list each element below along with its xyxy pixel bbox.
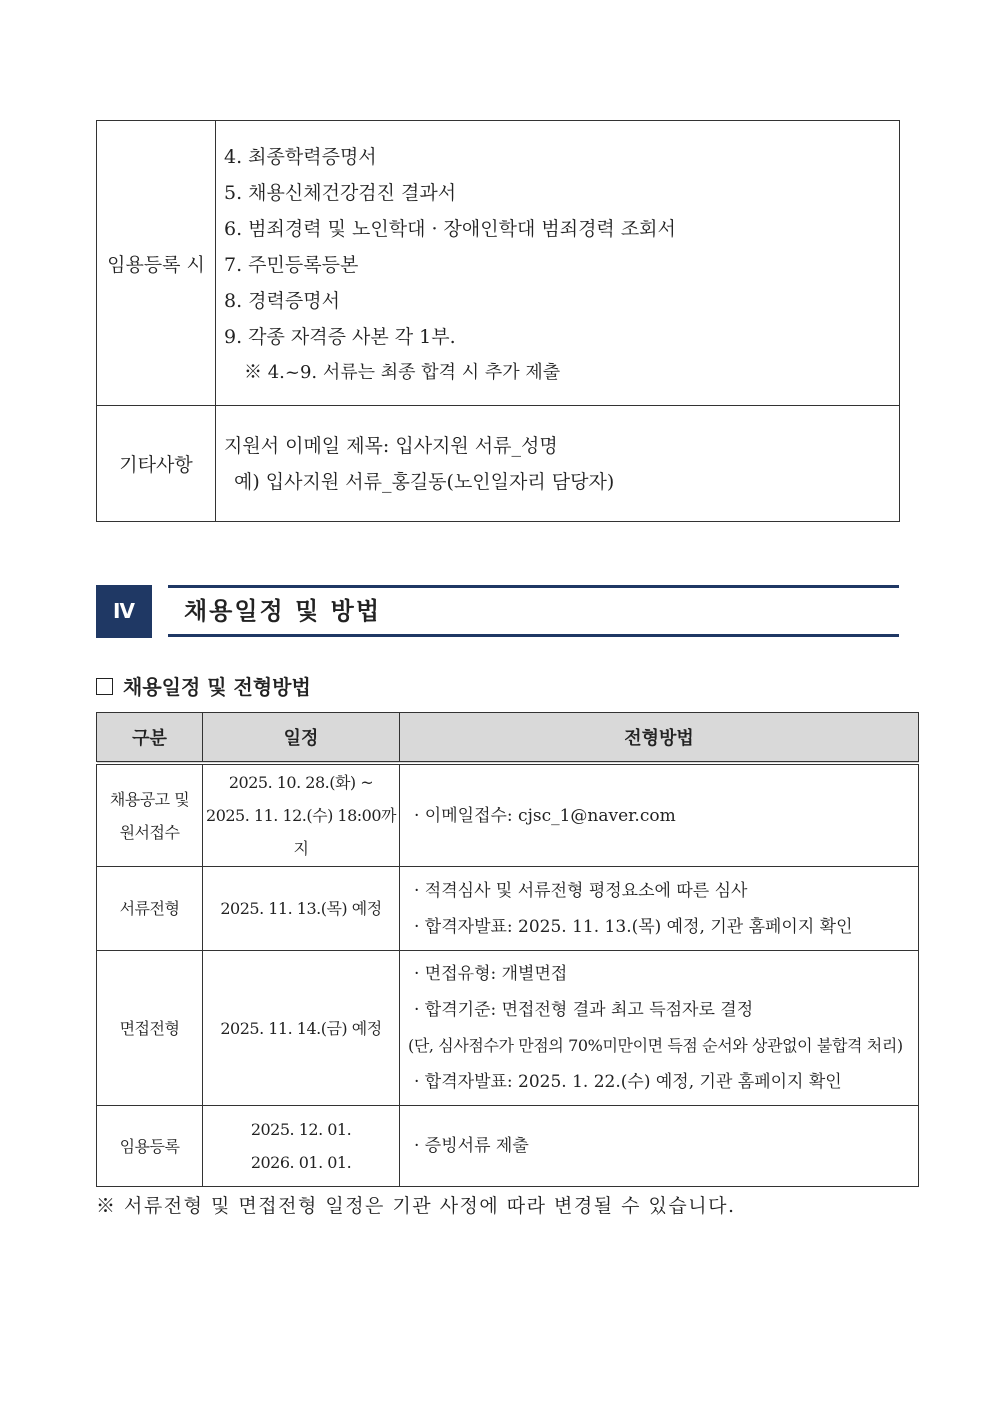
section-title: 채용일정 및 방법: [184, 597, 381, 625]
table-row: [97, 1106, 919, 1187]
category-line: 서류전형: [119, 899, 180, 918]
method-line: · 합격기준: 면접전형 결과 최고 득점자로 결정: [414, 1000, 754, 1020]
method-line: · 합격자발표: 2025. 11. 13.(목) 예정, 기관 홈페이지 확인: [414, 916, 853, 937]
date-cell: [203, 951, 400, 1106]
category-line: 채용공고 및: [109, 789, 190, 809]
table-row: [97, 951, 919, 1106]
note-text: ※ 4.~9. 서류는 최종 합격 시 추가 제출: [244, 362, 561, 383]
section-divider: [168, 634, 899, 637]
category-line: 원서접수: [119, 822, 180, 842]
row-label: 기타사항: [97, 406, 216, 522]
method-line: · 합격자발표: 2025. 1. 22.(수) 예정, 기관 홈페이지 확인: [414, 1072, 842, 1092]
date-cell: [203, 867, 400, 951]
table-row: [97, 406, 900, 522]
table-row: [97, 763, 919, 867]
list-item: 8. 경력증명서: [224, 290, 340, 312]
column-header: 구분: [97, 713, 203, 764]
method-note: (단, 심사점수가 만점의 70%미만이면 득점 순서와 상관없이 불합격 처리): [408, 1036, 903, 1055]
category-cell: [97, 1106, 203, 1187]
category-line: 면접전형: [119, 1018, 180, 1038]
schedule-table: [96, 712, 919, 1187]
method-line: · 면접유형: 개별면접: [414, 964, 568, 984]
column-header: 전형방법: [400, 713, 919, 764]
column-header: 일정: [203, 713, 400, 764]
category-cell: [97, 867, 203, 951]
category-cell: [97, 763, 203, 867]
list-item: 7. 주민등록등본: [224, 254, 359, 276]
date-line: 2025. 11. 12.(수) 18:00까지: [206, 806, 396, 858]
table-header-row: [97, 713, 919, 764]
subheading-text: 채용일정 및 전형방법: [123, 675, 311, 699]
date-cell: [203, 1106, 400, 1187]
date-cell: [203, 763, 400, 867]
category-cell: [97, 951, 203, 1106]
date-line: 2025. 12. 01.: [250, 1120, 352, 1139]
document-requirements-table: [96, 120, 900, 522]
row-label: 임용등록 시: [97, 121, 216, 406]
section-number-badge: Ⅳ: [96, 585, 152, 638]
method-cell: [400, 867, 919, 951]
method-cell: [400, 763, 919, 867]
table-row: [97, 121, 900, 406]
method-cell: [400, 951, 919, 1106]
method-line: · 증빙서류 제출: [414, 1136, 529, 1156]
method-line: · 적격심사 및 서류전형 평정요소에 따른 심사: [414, 880, 748, 901]
row-content: [216, 406, 900, 522]
method-line: · 이메일접수: cjsc_1@naver.com: [414, 805, 676, 826]
list-item: 6. 범죄경력 및 노인학대 · 장애인학대 범죄경력 조회서: [224, 218, 676, 240]
footer-note: ※ 서류전형 및 면접전형 일정은 기관 사정에 따라 변경될 수 있습니다.: [96, 1195, 736, 1217]
date-line: 2025. 11. 13.(목) 예정: [220, 899, 382, 918]
date-line: 2026. 01. 01.: [250, 1153, 352, 1172]
category-line: 임용등록: [119, 1136, 180, 1156]
row-content: [216, 121, 900, 406]
list-item: 지원서 이메일 제목: 입사지원 서류_성명: [224, 434, 558, 457]
table-row: [97, 867, 919, 951]
list-item: 9. 각종 자격증 사본 각 1부.: [224, 326, 456, 348]
section-divider: [168, 585, 899, 588]
method-cell: [400, 1106, 919, 1187]
subheading: [96, 672, 311, 702]
date-line: 2025. 11. 14.(금) 예정: [220, 1018, 382, 1038]
list-item: 5. 채용신체건강검진 결과서: [224, 182, 457, 204]
date-line: 2025. 10. 28.(화) ~: [228, 773, 374, 792]
checkbox-icon: [96, 678, 113, 695]
list-item: 예) 입사지원 서류_홍길동(노인일자리 담당자): [234, 470, 615, 493]
list-item: 4. 최종학력증명서: [224, 146, 377, 168]
